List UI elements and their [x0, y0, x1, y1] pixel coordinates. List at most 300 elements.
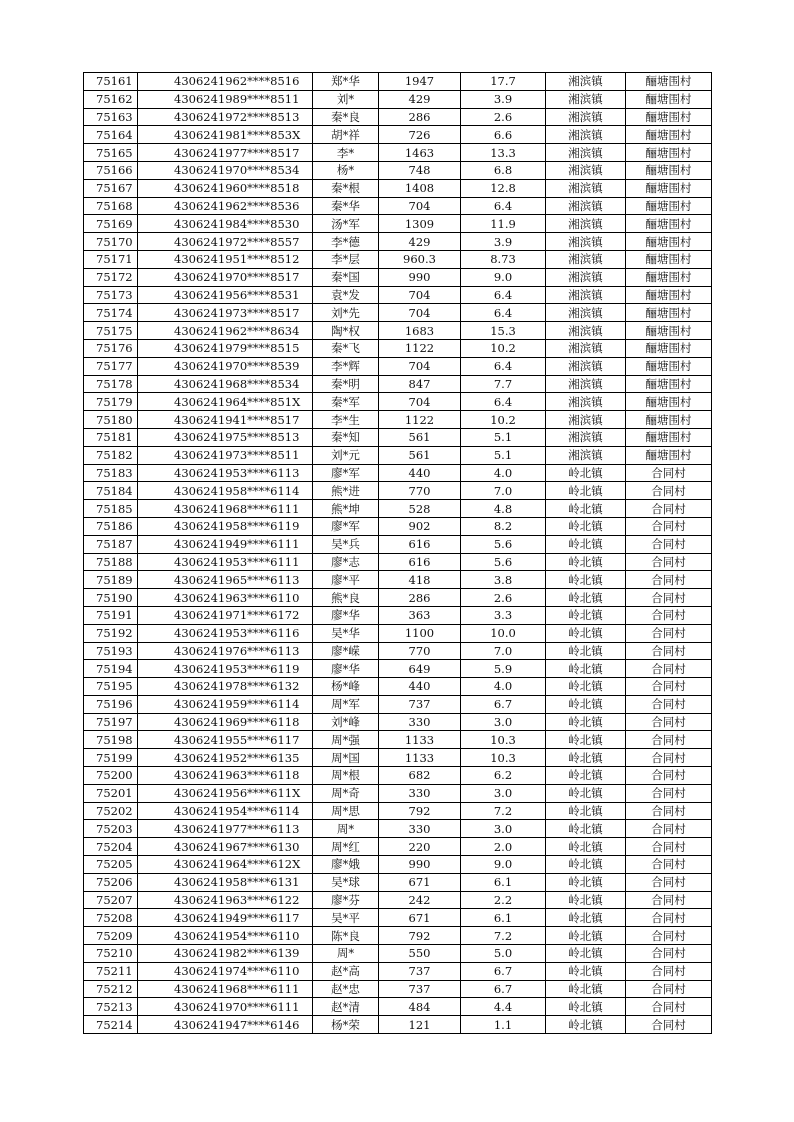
row-number-cell: 75181	[84, 428, 138, 446]
name-cell: 吴*兵	[313, 535, 379, 553]
table-row	[84, 606, 712, 624]
table-row	[84, 873, 712, 891]
table-row	[84, 250, 712, 268]
amount-cell: 5.0	[461, 945, 546, 963]
town-cell: 湘滨镇	[546, 161, 626, 179]
row-number-cell: 75197	[84, 713, 138, 731]
area-cell: 682	[379, 767, 461, 785]
row-number-cell: 75184	[84, 482, 138, 500]
name-cell: 周*思	[313, 802, 379, 820]
area-cell: 286	[379, 589, 461, 607]
id-number-cell: 4306241979****8515	[138, 339, 313, 357]
table-row	[84, 695, 712, 713]
amount-cell: 5.6	[461, 535, 546, 553]
row-number-cell: 75165	[84, 144, 138, 162]
village-cell: 酾塘围村	[626, 73, 712, 91]
area-cell: 616	[379, 553, 461, 571]
area-cell: 748	[379, 161, 461, 179]
town-cell: 岭北镇	[546, 517, 626, 535]
name-cell: 廖*军	[313, 464, 379, 482]
row-number-cell: 75179	[84, 393, 138, 411]
table-row	[84, 713, 712, 731]
row-number-cell: 75209	[84, 927, 138, 945]
name-cell: 廖*军	[313, 517, 379, 535]
town-cell: 湘滨镇	[546, 197, 626, 215]
town-cell: 湘滨镇	[546, 108, 626, 126]
table-row	[84, 108, 712, 126]
table-row	[84, 856, 712, 874]
village-cell: 酾塘围村	[626, 375, 712, 393]
id-number-cell: 4306241964****851X	[138, 393, 313, 411]
village-cell: 酾塘围村	[626, 197, 712, 215]
town-cell: 岭北镇	[546, 998, 626, 1016]
village-cell: 合同村	[626, 767, 712, 785]
id-number-cell: 4306241970****8534	[138, 161, 313, 179]
town-cell: 湘滨镇	[546, 144, 626, 162]
village-cell: 酾塘围村	[626, 339, 712, 357]
area-cell: 671	[379, 873, 461, 891]
area-cell: 330	[379, 784, 461, 802]
area-cell: 1463	[379, 144, 461, 162]
amount-cell: 3.9	[461, 233, 546, 251]
table-row	[84, 820, 712, 838]
village-cell: 酾塘围村	[626, 286, 712, 304]
town-cell: 岭北镇	[546, 784, 626, 802]
id-number-cell: 4306241981****853X	[138, 126, 313, 144]
name-cell: 刘*先	[313, 304, 379, 322]
area-cell: 242	[379, 891, 461, 909]
id-number-cell: 4306241963****6122	[138, 891, 313, 909]
amount-cell: 6.6	[461, 126, 546, 144]
amount-cell: 3.0	[461, 820, 546, 838]
amount-cell: 6.2	[461, 767, 546, 785]
name-cell: 袁*发	[313, 286, 379, 304]
area-cell: 330	[379, 820, 461, 838]
area-cell: 1683	[379, 322, 461, 340]
amount-cell: 9.0	[461, 856, 546, 874]
amount-cell: 5.1	[461, 428, 546, 446]
town-cell: 岭北镇	[546, 535, 626, 553]
amount-cell: 17.7	[461, 73, 546, 91]
amount-cell: 10.3	[461, 731, 546, 749]
village-cell: 合同村	[626, 802, 712, 820]
row-number-cell: 75193	[84, 642, 138, 660]
name-cell: 郑*华	[313, 73, 379, 91]
town-cell: 岭北镇	[546, 962, 626, 980]
name-cell: 胡*祥	[313, 126, 379, 144]
town-cell: 岭北镇	[546, 820, 626, 838]
id-number-cell: 4306241962****8516	[138, 73, 313, 91]
town-cell: 岭北镇	[546, 606, 626, 624]
area-cell: 550	[379, 945, 461, 963]
town-cell: 岭北镇	[546, 678, 626, 696]
row-number-cell: 75203	[84, 820, 138, 838]
table-row	[84, 268, 712, 286]
area-cell: 330	[379, 713, 461, 731]
village-cell: 合同村	[626, 784, 712, 802]
table-row	[84, 482, 712, 500]
village-cell: 酾塘围村	[626, 428, 712, 446]
row-number-cell: 75167	[84, 179, 138, 197]
name-cell: 吴*球	[313, 873, 379, 891]
area-cell: 561	[379, 428, 461, 446]
table-row	[84, 428, 712, 446]
amount-cell: 8.2	[461, 517, 546, 535]
table-row	[84, 233, 712, 251]
table-row	[84, 286, 712, 304]
town-cell: 岭北镇	[546, 642, 626, 660]
id-number-cell: 4306241973****8511	[138, 446, 313, 464]
village-cell: 合同村	[626, 980, 712, 998]
town-cell: 湘滨镇	[546, 90, 626, 108]
name-cell: 秦*根	[313, 179, 379, 197]
table-row	[84, 126, 712, 144]
area-cell: 1100	[379, 624, 461, 642]
village-cell: 合同村	[626, 553, 712, 571]
village-cell: 酾塘围村	[626, 144, 712, 162]
village-cell: 合同村	[626, 945, 712, 963]
town-cell: 湘滨镇	[546, 411, 626, 429]
id-number-cell: 4306241960****8518	[138, 179, 313, 197]
table-row	[84, 73, 712, 91]
amount-cell: 2.0	[461, 838, 546, 856]
id-number-cell: 4306241969****6118	[138, 713, 313, 731]
amount-cell: 2.6	[461, 589, 546, 607]
village-cell: 合同村	[626, 695, 712, 713]
id-number-cell: 4306241965****6113	[138, 571, 313, 589]
village-cell: 合同村	[626, 517, 712, 535]
row-number-cell: 75175	[84, 322, 138, 340]
id-number-cell: 4306241968****6111	[138, 500, 313, 518]
town-cell: 岭北镇	[546, 482, 626, 500]
table-row	[84, 624, 712, 642]
row-number-cell: 75213	[84, 998, 138, 1016]
amount-cell: 10.0	[461, 624, 546, 642]
town-cell: 岭北镇	[546, 909, 626, 927]
town-cell: 岭北镇	[546, 980, 626, 998]
id-number-cell: 4306241953****6111	[138, 553, 313, 571]
table-row	[84, 393, 712, 411]
village-cell: 酾塘围村	[626, 357, 712, 375]
village-cell: 酾塘围村	[626, 179, 712, 197]
row-number-cell: 75214	[84, 1016, 138, 1034]
table-row	[84, 446, 712, 464]
amount-cell: 5.1	[461, 446, 546, 464]
table-row	[84, 517, 712, 535]
row-number-cell: 75163	[84, 108, 138, 126]
id-number-cell: 4306241974****6110	[138, 962, 313, 980]
amount-cell: 8.73	[461, 250, 546, 268]
name-cell: 廖*芬	[313, 891, 379, 909]
village-cell: 合同村	[626, 660, 712, 678]
area-cell: 792	[379, 802, 461, 820]
village-cell: 合同村	[626, 749, 712, 767]
row-number-cell: 75205	[84, 856, 138, 874]
village-cell: 酾塘围村	[626, 161, 712, 179]
table-row	[84, 535, 712, 553]
name-cell: 刘*峰	[313, 713, 379, 731]
id-number-cell: 4306241968****6111	[138, 980, 313, 998]
name-cell: 陈*良	[313, 927, 379, 945]
village-cell: 合同村	[626, 535, 712, 553]
town-cell: 湘滨镇	[546, 446, 626, 464]
village-cell: 酾塘围村	[626, 446, 712, 464]
amount-cell: 6.1	[461, 873, 546, 891]
village-cell: 合同村	[626, 998, 712, 1016]
amount-cell: 12.8	[461, 179, 546, 197]
data-table	[83, 72, 712, 1034]
name-cell: 李*生	[313, 411, 379, 429]
amount-cell: 10.3	[461, 749, 546, 767]
village-cell: 合同村	[626, 482, 712, 500]
table-row	[84, 891, 712, 909]
amount-cell: 6.4	[461, 393, 546, 411]
id-number-cell: 4306241982****6139	[138, 945, 313, 963]
row-number-cell: 75206	[84, 873, 138, 891]
id-number-cell: 4306241972****8557	[138, 233, 313, 251]
amount-cell: 7.2	[461, 802, 546, 820]
area-cell: 704	[379, 197, 461, 215]
area-cell: 484	[379, 998, 461, 1016]
table-row	[84, 802, 712, 820]
row-number-cell: 75192	[84, 624, 138, 642]
name-cell: 赵*高	[313, 962, 379, 980]
town-cell: 岭北镇	[546, 589, 626, 607]
id-number-cell: 4306241958****6131	[138, 873, 313, 891]
table-row	[84, 767, 712, 785]
name-cell: 李*辉	[313, 357, 379, 375]
village-cell: 合同村	[626, 731, 712, 749]
area-cell: 1133	[379, 749, 461, 767]
village-cell: 合同村	[626, 820, 712, 838]
id-number-cell: 4306241956****611X	[138, 784, 313, 802]
id-number-cell: 4306241953****6119	[138, 660, 313, 678]
table-row	[84, 998, 712, 1016]
id-number-cell: 4306241977****6113	[138, 820, 313, 838]
area-cell: 616	[379, 535, 461, 553]
row-number-cell: 75166	[84, 161, 138, 179]
id-number-cell: 4306241978****6132	[138, 678, 313, 696]
name-cell: 熊*坤	[313, 500, 379, 518]
row-number-cell: 75162	[84, 90, 138, 108]
row-number-cell: 75164	[84, 126, 138, 144]
village-cell: 合同村	[626, 838, 712, 856]
name-cell: 杨*峰	[313, 678, 379, 696]
table-row	[84, 215, 712, 233]
amount-cell: 3.3	[461, 606, 546, 624]
name-cell: 秦*知	[313, 428, 379, 446]
town-cell: 湘滨镇	[546, 286, 626, 304]
amount-cell: 15.3	[461, 322, 546, 340]
village-cell: 合同村	[626, 909, 712, 927]
village-cell: 合同村	[626, 624, 712, 642]
area-cell: 704	[379, 357, 461, 375]
area-cell: 770	[379, 482, 461, 500]
name-cell: 秦*飞	[313, 339, 379, 357]
amount-cell: 7.0	[461, 642, 546, 660]
area-cell: 1947	[379, 73, 461, 91]
row-number-cell: 75212	[84, 980, 138, 998]
town-cell: 岭北镇	[546, 749, 626, 767]
town-cell: 湘滨镇	[546, 393, 626, 411]
row-number-cell: 75178	[84, 375, 138, 393]
area-cell: 704	[379, 393, 461, 411]
row-number-cell: 75196	[84, 695, 138, 713]
amount-cell: 6.7	[461, 980, 546, 998]
table-row	[84, 660, 712, 678]
village-cell: 合同村	[626, 606, 712, 624]
row-number-cell: 75191	[84, 606, 138, 624]
village-cell: 酾塘围村	[626, 304, 712, 322]
town-cell: 岭北镇	[546, 767, 626, 785]
table-row	[84, 411, 712, 429]
table-row	[84, 571, 712, 589]
village-cell: 合同村	[626, 891, 712, 909]
name-cell: 杨*	[313, 161, 379, 179]
name-cell: 廖*平	[313, 571, 379, 589]
village-cell: 酾塘围村	[626, 90, 712, 108]
id-number-cell: 4306241972****8513	[138, 108, 313, 126]
id-number-cell: 4306241962****8634	[138, 322, 313, 340]
village-cell: 酾塘围村	[626, 393, 712, 411]
town-cell: 岭北镇	[546, 500, 626, 518]
amount-cell: 7.2	[461, 927, 546, 945]
town-cell: 岭北镇	[546, 713, 626, 731]
amount-cell: 3.0	[461, 784, 546, 802]
area-cell: 704	[379, 286, 461, 304]
row-number-cell: 75186	[84, 517, 138, 535]
village-cell: 合同村	[626, 856, 712, 874]
area-cell: 429	[379, 233, 461, 251]
amount-cell: 4.4	[461, 998, 546, 1016]
area-cell: 1133	[379, 731, 461, 749]
id-number-cell: 4306241953****6116	[138, 624, 313, 642]
id-number-cell: 4306241970****6111	[138, 998, 313, 1016]
id-number-cell: 4306241984****8530	[138, 215, 313, 233]
village-cell: 合同村	[626, 464, 712, 482]
town-cell: 湘滨镇	[546, 322, 626, 340]
row-number-cell: 75200	[84, 767, 138, 785]
row-number-cell: 75211	[84, 962, 138, 980]
area-cell: 121	[379, 1016, 461, 1034]
amount-cell: 9.0	[461, 268, 546, 286]
town-cell: 岭北镇	[546, 571, 626, 589]
town-cell: 岭北镇	[546, 624, 626, 642]
table-row	[84, 1016, 712, 1034]
town-cell: 湘滨镇	[546, 268, 626, 286]
name-cell: 陶*权	[313, 322, 379, 340]
id-number-cell: 4306241975****8513	[138, 428, 313, 446]
area-cell: 671	[379, 909, 461, 927]
name-cell: 杨*荣	[313, 1016, 379, 1034]
table-row	[84, 678, 712, 696]
table-row	[84, 375, 712, 393]
name-cell: 秦*国	[313, 268, 379, 286]
amount-cell: 1.1	[461, 1016, 546, 1034]
id-number-cell: 4306241962****8536	[138, 197, 313, 215]
village-cell: 合同村	[626, 713, 712, 731]
row-number-cell: 75210	[84, 945, 138, 963]
table-row	[84, 464, 712, 482]
town-cell: 岭北镇	[546, 927, 626, 945]
town-cell: 湘滨镇	[546, 357, 626, 375]
name-cell: 廖*华	[313, 660, 379, 678]
area-cell: 704	[379, 304, 461, 322]
id-number-cell: 4306241954****6110	[138, 927, 313, 945]
row-number-cell: 75174	[84, 304, 138, 322]
village-cell: 酾塘围村	[626, 268, 712, 286]
area-cell: 847	[379, 375, 461, 393]
id-number-cell: 4306241958****6119	[138, 517, 313, 535]
area-cell: 726	[379, 126, 461, 144]
area-cell: 418	[379, 571, 461, 589]
town-cell: 岭北镇	[546, 891, 626, 909]
id-number-cell: 4306241964****612X	[138, 856, 313, 874]
area-cell: 990	[379, 268, 461, 286]
name-cell: 廖*嵘	[313, 642, 379, 660]
town-cell: 岭北镇	[546, 838, 626, 856]
table-row	[84, 304, 712, 322]
table-row	[84, 927, 712, 945]
id-number-cell: 4306241963****6118	[138, 767, 313, 785]
area-cell: 1122	[379, 339, 461, 357]
name-cell: 熊*进	[313, 482, 379, 500]
town-cell: 湘滨镇	[546, 73, 626, 91]
area-cell: 649	[379, 660, 461, 678]
id-number-cell: 4306241952****6135	[138, 749, 313, 767]
amount-cell: 3.0	[461, 713, 546, 731]
area-cell: 561	[379, 446, 461, 464]
table-row	[84, 731, 712, 749]
id-number-cell: 4306241958****6114	[138, 482, 313, 500]
table-row	[84, 357, 712, 375]
table-row	[84, 553, 712, 571]
id-number-cell: 4306241951****8512	[138, 250, 313, 268]
village-cell: 合同村	[626, 873, 712, 891]
town-cell: 湘滨镇	[546, 215, 626, 233]
amount-cell: 6.4	[461, 197, 546, 215]
amount-cell: 2.6	[461, 108, 546, 126]
town-cell: 湘滨镇	[546, 233, 626, 251]
area-cell: 528	[379, 500, 461, 518]
village-cell: 合同村	[626, 589, 712, 607]
town-cell: 湘滨镇	[546, 126, 626, 144]
town-cell: 湘滨镇	[546, 339, 626, 357]
town-cell: 岭北镇	[546, 1016, 626, 1034]
village-cell: 合同村	[626, 1016, 712, 1034]
row-number-cell: 75173	[84, 286, 138, 304]
area-cell: 960.3	[379, 250, 461, 268]
id-number-cell: 4306241976****6113	[138, 642, 313, 660]
town-cell: 岭北镇	[546, 731, 626, 749]
amount-cell: 13.3	[461, 144, 546, 162]
area-cell: 902	[379, 517, 461, 535]
row-number-cell: 75171	[84, 250, 138, 268]
village-cell: 酾塘围村	[626, 126, 712, 144]
name-cell: 廖*娥	[313, 856, 379, 874]
town-cell: 岭北镇	[546, 802, 626, 820]
amount-cell: 7.7	[461, 375, 546, 393]
name-cell: 刘*	[313, 90, 379, 108]
table-row	[84, 749, 712, 767]
row-number-cell: 75194	[84, 660, 138, 678]
village-cell: 合同村	[626, 927, 712, 945]
village-cell: 合同村	[626, 962, 712, 980]
id-number-cell: 4306241941****8517	[138, 411, 313, 429]
id-number-cell: 4306241953****6113	[138, 464, 313, 482]
row-number-cell: 75202	[84, 802, 138, 820]
name-cell: 吴*平	[313, 909, 379, 927]
